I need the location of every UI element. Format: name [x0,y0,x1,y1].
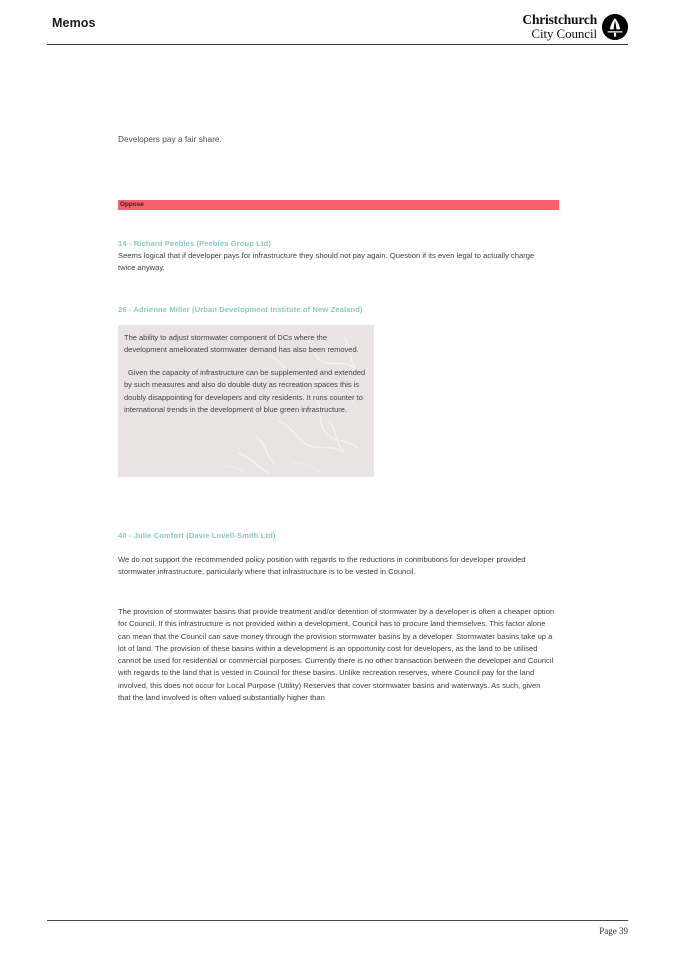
intro-statement: Developers pay a fair share. [118,135,222,144]
submission-heading-26: 26 - Adrienne Miller (Urban Development Institute of New Zealand) [118,305,363,314]
oppose-section-banner [118,200,559,210]
footer-divider [47,920,628,921]
submission-heading-40: 40 - Julie Comfort (Davie Lovell-Smith Ltd) [118,531,276,540]
oppose-banner-label: Oppose [120,200,144,208]
christchurch-city-council-emblem-icon [602,14,628,40]
page-header [47,14,628,44]
header-divider [47,44,628,45]
quote-paragraph-2: Given the capacity of infrastructure can be supplemented and extended by such measures and also do double duty as recreation spaces this is doubly disappointing for developers and city residents. It runs counter to international trends in the development of blue green infrastructure. [124,368,366,414]
submission-heading-14: 14 - Richard Peebles (Peebles Group Ltd) [118,239,271,248]
submission-body-40-paragraph-1: We do not support the recommended policy position with regards to the reductions in contributions for developer provided stormwater infrastructure, particularly where that infrastructure is to be vested in Council. [118,555,526,577]
quote-text-container [124,332,366,427]
logo-wordmark [522,13,597,41]
submission-quote-image-26 [118,325,374,477]
page-title: Memos [52,16,96,30]
logo-line-1: Christchurch [522,12,597,27]
submission-body-40-paragraph-2: The provision of stormwater basins that provide treatment and/or detention of stormwater by a developer is often a cheaper option for Council. If this infrastructure is not provided within a development, Council has to procure land themselves. This factor alone can mean that the Council can save money through the provision stormwater basins by a developer. Stormwater basins take up a lot of land. The provision of these basins within a development is an opportunity cost for developers, as the land to be utilised cannot be used for residential or commercial purposes. Currently there is no other transaction between the developer and Council with regards to the land that is vested in Council for these basins. Unlike recreation reserves, where Council pay for the land involved, this does not occur for Local Purpose (Utility) Reserves that cover stormwater basins and waterways. As such, given that the land involved is often valued substantially higher than [118,607,555,703]
submission-body-14: Seems logical that if developer pays for infrastructure they should not pay again. Question if its even legal to actually charge twice anyway. [118,251,535,273]
council-logo [522,13,628,41]
page-number: Page 39 [599,926,628,936]
logo-line-2: City Council [531,26,597,42]
quote-paragraph-1: The ability to adjust stormwater component of DCs where the development ameliorated stormwater demand has also been removed. [124,333,359,355]
